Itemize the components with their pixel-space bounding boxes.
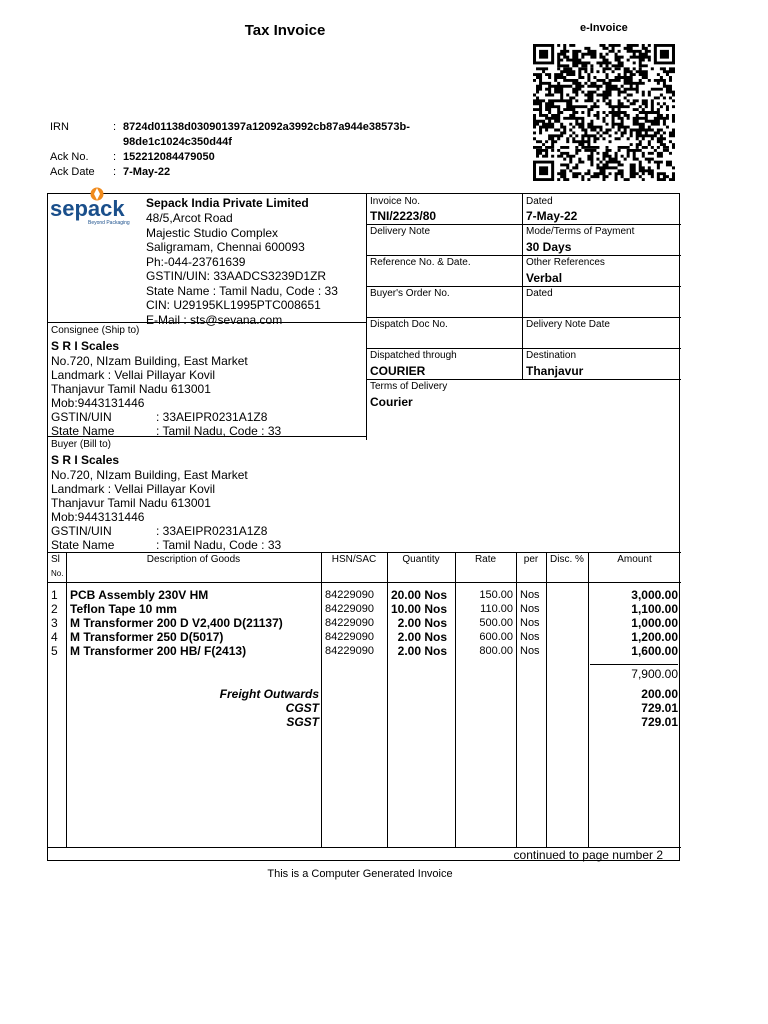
item-amount: 3,000.00 bbox=[631, 588, 678, 602]
consignee-line: Landmark : Vellai Pillayar Kovil bbox=[51, 367, 216, 382]
other-references: Verbal bbox=[526, 271, 563, 285]
invoice-date: 7-May-22 bbox=[526, 209, 578, 223]
destination: Thanjavur bbox=[526, 364, 584, 378]
item-description: M Transformer 200 HB/ F(2413) bbox=[70, 644, 247, 658]
order-dated-label: Dated bbox=[526, 288, 553, 299]
item-hsn: 84229090 bbox=[325, 603, 374, 615]
consignee-gstin-label: GSTIN/UIN bbox=[51, 409, 112, 424]
irn-label: IRN bbox=[50, 121, 69, 133]
mode-terms: 30 Days bbox=[526, 240, 572, 254]
item-per: Nos bbox=[520, 617, 540, 629]
item-per: Nos bbox=[520, 645, 540, 657]
seller-line: Ph:-044-23761639 bbox=[146, 254, 246, 269]
dispatch-doc-label: Dispatch Doc No. bbox=[370, 319, 448, 330]
dated-label: Dated bbox=[526, 196, 553, 207]
col-disc-header: Disc. % bbox=[550, 554, 584, 565]
item-qty: 2.00 Nos bbox=[397, 644, 447, 658]
col-amount-header: Amount bbox=[617, 554, 652, 565]
cgst-amount: 729.01 bbox=[641, 701, 678, 715]
seller-line: Saligramam, Chennai 600093 bbox=[146, 240, 305, 254]
sgst-label: SGST bbox=[286, 715, 319, 729]
delivery-note-date-label: Delivery Note Date bbox=[526, 319, 610, 330]
irn-value-1: 8724d01138d030901397a12092a3992cb87a944e38573b- bbox=[123, 121, 410, 133]
item-rate: 600.00 bbox=[479, 631, 513, 643]
item-description: Teflon Tape 10 mm bbox=[70, 602, 177, 616]
item-rate: 800.00 bbox=[479, 645, 513, 657]
ack-no-label: Ack No. bbox=[50, 151, 89, 163]
buyer-name: S R I Scales bbox=[51, 453, 120, 467]
consignee-name: S R I Scales bbox=[51, 339, 120, 353]
item-sl: 5 bbox=[51, 644, 58, 658]
dispatched-through-label: Dispatched through bbox=[370, 350, 457, 361]
consignee-state-label: State Name bbox=[51, 423, 115, 438]
item-amount: 1,000.00 bbox=[631, 616, 678, 630]
mode-terms-label: Mode/Terms of Payment bbox=[526, 226, 635, 237]
delivery-note-label: Delivery Note bbox=[370, 226, 431, 237]
irn-value-2: 98de1c1024c350d44f bbox=[123, 136, 232, 148]
item-description: M Transformer 200 D V2,400 D(21137) bbox=[70, 616, 283, 630]
buyer-line: Mob:9443131446 bbox=[51, 509, 145, 524]
consignee-line: Mob:9443131446 bbox=[51, 395, 145, 410]
invoice-no-label: Invoice No. bbox=[370, 196, 421, 207]
item-hsn: 84229090 bbox=[325, 631, 374, 643]
item-rate: 110.00 bbox=[480, 603, 513, 615]
terms-of-delivery: Courier bbox=[370, 395, 413, 409]
continued-note: continued to page number 2 bbox=[513, 848, 663, 862]
item-sl: 2 bbox=[51, 602, 58, 616]
seller-gstin: GSTIN/UIN: 33AADCS3239D1ZR bbox=[146, 269, 327, 283]
dispatched-through: COURIER bbox=[370, 364, 426, 378]
invoice-no: TNI/2223/80 bbox=[370, 209, 437, 223]
col-rate-header: Rate bbox=[474, 554, 497, 565]
freight-label: Freight Outwards bbox=[219, 687, 319, 701]
item-qty: 2.00 Nos bbox=[397, 630, 447, 644]
seller-name: Sepack India Private Limited bbox=[146, 196, 309, 210]
sgst-amount: 729.01 bbox=[641, 715, 678, 729]
buyer-label: Buyer (Bill to) bbox=[51, 439, 112, 450]
logo-text: sepack bbox=[50, 196, 125, 221]
reference-label: Reference No. & Date. bbox=[370, 257, 471, 268]
item-qty: 10.00 Nos bbox=[390, 602, 447, 616]
col-no-header: No. bbox=[51, 569, 64, 578]
col-sl-header: Sl bbox=[51, 554, 60, 565]
seller-line: Majestic Studio Complex bbox=[146, 225, 279, 240]
buyer-state-label: State Name bbox=[51, 537, 115, 552]
item-per: Nos bbox=[520, 631, 540, 643]
einvoice-label: e-Invoice bbox=[580, 22, 628, 34]
freight-amount: 200.00 bbox=[641, 687, 678, 701]
buyer-line: Thanjavur Tamil Nadu 613001 bbox=[51, 495, 211, 510]
qr-code bbox=[533, 44, 675, 181]
subtotal: 7,900.00 bbox=[631, 667, 678, 681]
consignee-line: Thanjavur Tamil Nadu 613001 bbox=[51, 381, 211, 396]
cgst-label: CGST bbox=[285, 701, 319, 715]
item-description: M Transformer 250 D(5017) bbox=[70, 630, 224, 644]
item-amount: 1,600.00 bbox=[631, 644, 678, 658]
footer-note: This is a Computer Generated Invoice bbox=[267, 868, 453, 880]
item-sl: 4 bbox=[51, 630, 58, 644]
item-hsn: 84229090 bbox=[325, 589, 374, 601]
item-sl: 3 bbox=[51, 616, 58, 630]
item-qty: 20.00 Nos bbox=[390, 588, 447, 602]
invoice-frame bbox=[47, 193, 680, 861]
seller-line: 48/5,Arcot Road bbox=[146, 211, 233, 225]
ack-no: 152212084479050 bbox=[123, 151, 215, 163]
irn-block: IRN : 8724d01138d030901397a12092a3992cb87a944e38573b- 98de1c1024c350d44f Ack No. : 152212084479050 Ack Date : 7-May-22 bbox=[50, 120, 453, 180]
buyer-state: : Tamil Nadu, Code : 33 bbox=[156, 537, 282, 552]
item-qty: 2.00 Nos bbox=[397, 616, 447, 630]
item-rate: 500.00 bbox=[479, 617, 513, 629]
buyer-line: Landmark : Vellai Pillayar Kovil bbox=[51, 481, 216, 496]
col-qty-header: Quantity bbox=[402, 554, 440, 565]
terms-of-delivery-label: Terms of Delivery bbox=[370, 381, 448, 392]
buyers-order-label: Buyer's Order No. bbox=[370, 288, 450, 299]
destination-label: Destination bbox=[526, 350, 577, 361]
seller-state: State Name : Tamil Nadu, Code : 33 bbox=[146, 283, 338, 298]
seller-cin: CIN: U29195KL1995PTC008651 bbox=[146, 298, 321, 312]
item-amount: 1,100.00 bbox=[631, 602, 678, 616]
item-sl: 1 bbox=[51, 588, 58, 602]
page-title: Tax Invoice bbox=[244, 22, 326, 39]
item-hsn: 84229090 bbox=[325, 645, 374, 657]
item-per: Nos bbox=[520, 589, 540, 601]
buyer-gstin-label: GSTIN/UIN bbox=[51, 523, 112, 538]
consignee-state: : Tamil Nadu, Code : 33 bbox=[156, 423, 282, 438]
ack-date-label: Ack Date bbox=[50, 166, 95, 178]
sepack-logo-icon bbox=[50, 186, 146, 228]
col-desc-header: Description of Goods bbox=[146, 554, 241, 565]
item-per: Nos bbox=[520, 603, 540, 615]
col-per-header: per bbox=[523, 554, 539, 565]
item-hsn: 84229090 bbox=[325, 617, 374, 629]
buyer-gstin: : 33AEIPR0231A1Z8 bbox=[156, 523, 268, 538]
consignee-line: No.720, NIzam Building, East Market bbox=[51, 353, 248, 368]
item-rate: 150.00 bbox=[479, 589, 513, 601]
consignee-label: Consignee (Ship to) bbox=[51, 325, 140, 336]
consignee-gstin: : 33AEIPR0231A1Z8 bbox=[156, 409, 268, 424]
ack-date: 7-May-22 bbox=[123, 166, 171, 178]
item-amount: 1,200.00 bbox=[631, 630, 678, 644]
logo-tagline: Beyond Packaging bbox=[88, 220, 130, 226]
item-description: PCB Assembly 230V HM bbox=[70, 588, 209, 602]
seller-email: E-Mail : sts@sevana.com bbox=[146, 312, 283, 327]
col-hsn-header: HSN/SAC bbox=[331, 554, 377, 565]
buyer-line: No.720, NIzam Building, East Market bbox=[51, 467, 248, 482]
other-references-label: Other References bbox=[526, 257, 605, 268]
